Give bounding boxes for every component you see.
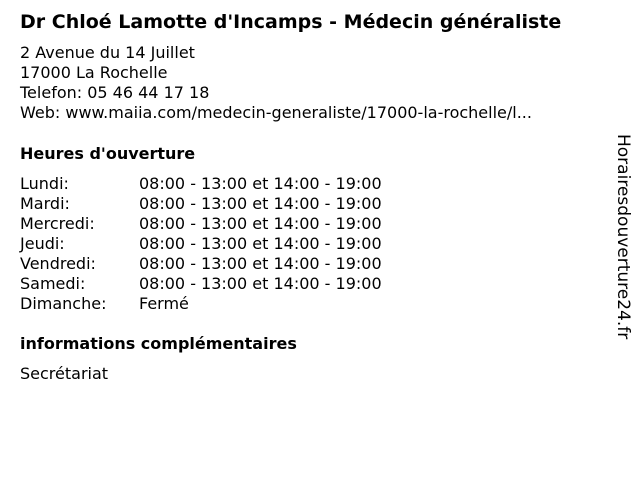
site-watermark: Horairesdouverture24.fr bbox=[613, 134, 633, 340]
hours-value: 08:00 - 13:00 et 14:00 - 19:00 bbox=[139, 174, 382, 193]
day-label: Jeudi: bbox=[20, 234, 65, 253]
contact-block bbox=[20, 43, 532, 123]
day-label: Mercredi: bbox=[20, 214, 95, 233]
day-label: Lundi: bbox=[20, 174, 69, 193]
hours-value: 08:00 - 13:00 et 14:00 - 19:00 bbox=[139, 274, 382, 293]
info-heading: informations complémentaires bbox=[20, 334, 297, 353]
hours-heading: Heures d'ouverture bbox=[20, 144, 196, 163]
day-label: Samedi: bbox=[20, 274, 86, 293]
day-label: Vendredi: bbox=[20, 254, 96, 273]
day-label: Dimanche: bbox=[20, 294, 107, 313]
hours-value: 08:00 - 13:00 et 14:00 - 19:00 bbox=[139, 234, 382, 253]
address-line-2: 17000 La Rochelle bbox=[20, 63, 168, 82]
phone-number: Telefon: 05 46 44 17 18 bbox=[20, 83, 210, 102]
website-link[interactable]: Web: www.maiia.com/medecin-generaliste/17000-la-rochelle/l... bbox=[20, 103, 532, 122]
page-title: Dr Chloé Lamotte d'Incamps - Médecin généraliste bbox=[20, 11, 562, 33]
day-label: Mardi: bbox=[20, 194, 70, 213]
hours-value: 08:00 - 13:00 et 14:00 - 19:00 bbox=[139, 254, 382, 273]
hours-value: 08:00 - 13:00 et 14:00 - 19:00 bbox=[139, 214, 382, 233]
address-line-1: 2 Avenue du 14 Juillet bbox=[20, 43, 195, 62]
hours-value: 08:00 - 13:00 et 14:00 - 19:00 bbox=[139, 194, 382, 213]
hours-value: Fermé bbox=[139, 294, 189, 313]
info-text: Secrétariat bbox=[20, 364, 109, 383]
